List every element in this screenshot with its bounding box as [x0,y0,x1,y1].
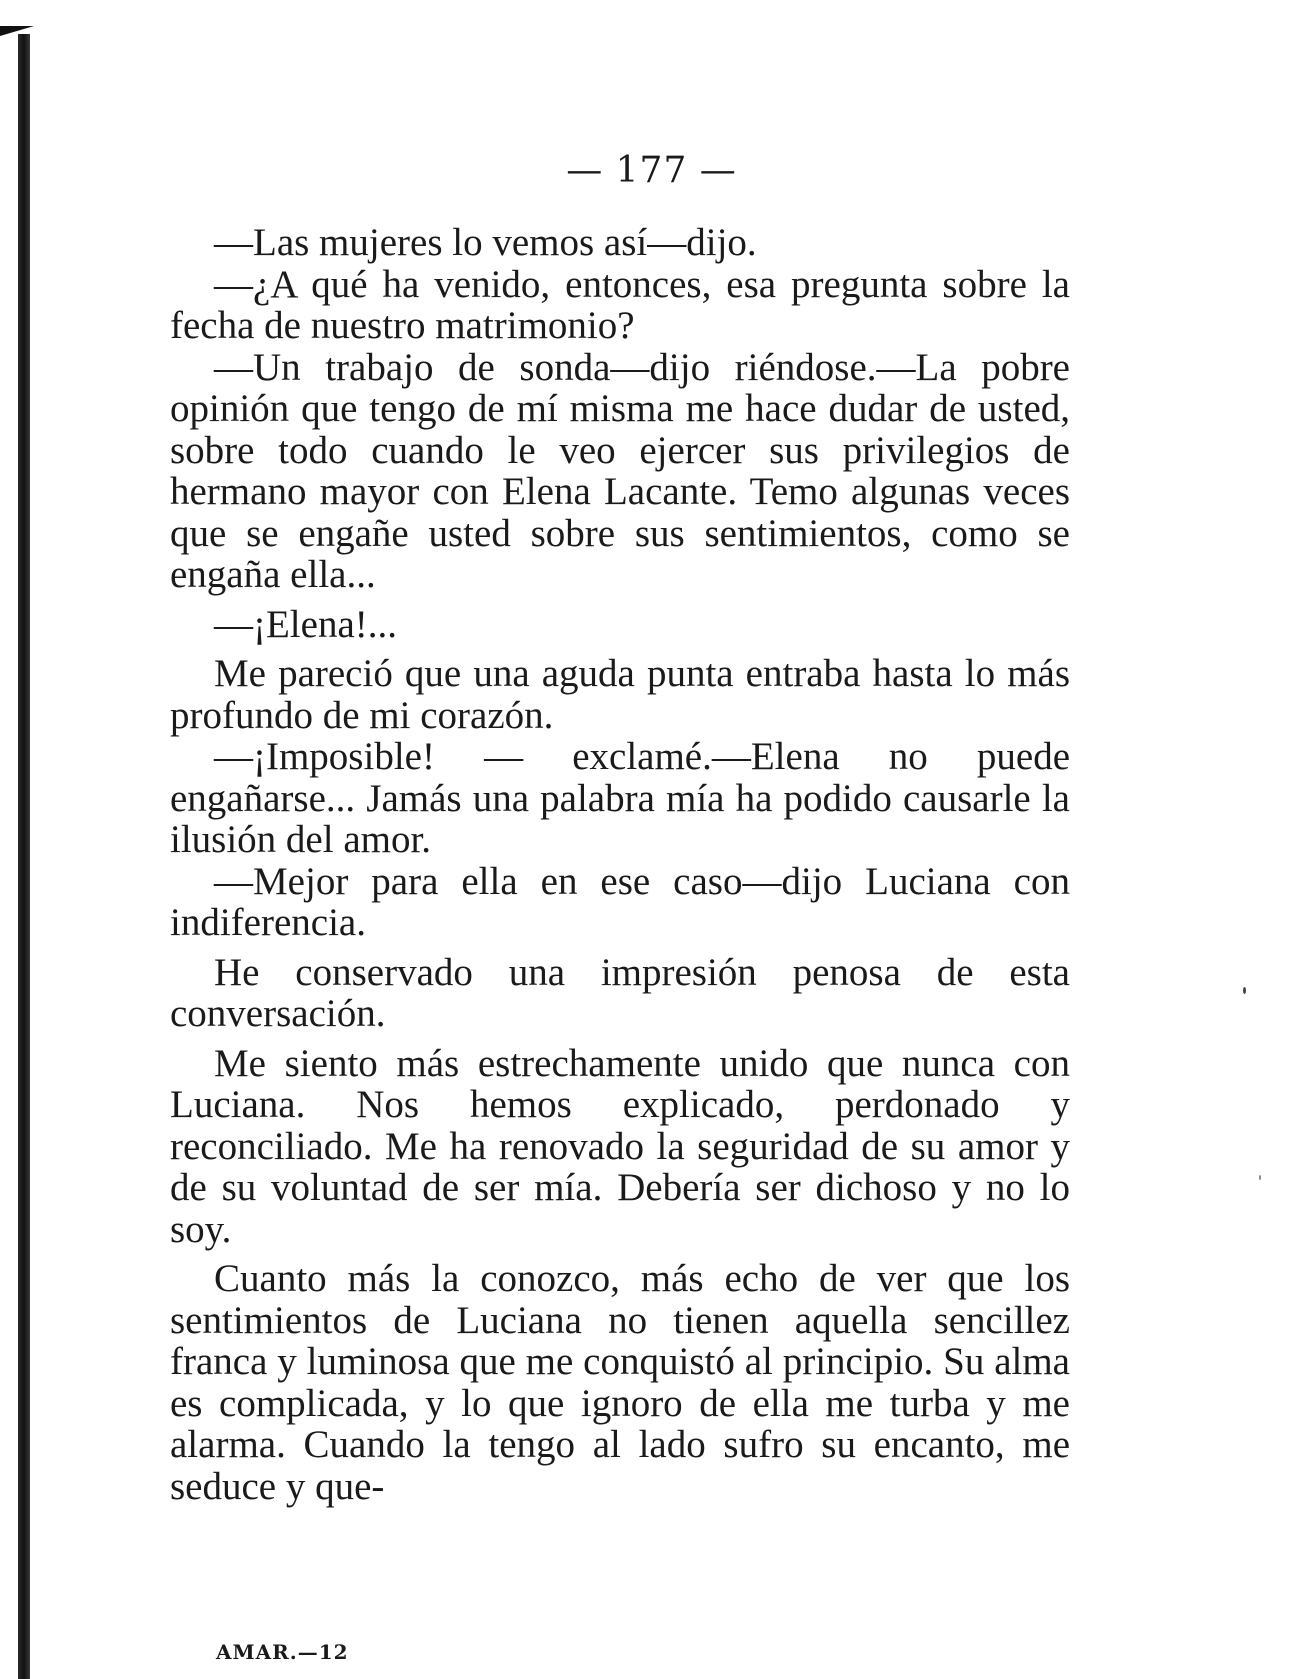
body-text [170,222,1070,1507]
paragraph-3: —Un trabajo de sonda—dijo riéndose.—La pobre opinión que tengo de mí misma me hace dudar de usted, sobre todo cuando le veo ejercer sus privilegios de hermano mayor con Elena Lacante. Temo algunas veces que se engañe usted sobre sus sentimientos, como se engaña ella... [170,345,1070,596]
paper-speck [1259,1175,1261,1180]
paragraph-2: —¿A qué ha venido, entonces, esa pregunta sobre la fecha de nuestro matrimonio? [170,262,1070,347]
page-number: — 177 — [566,150,737,191]
paragraph-1: —Las mujeres lo vemos así—dijo. [214,221,757,264]
paper-speck [1243,987,1246,994]
paragraph-5: Me pareció que una aguda punta entraba hasta lo más profundo de mi corazón. [170,652,1070,737]
paragraph-10: Cuanto más la conozco, más echo de ver que los sentimientos de Luciana no tienen aquella sencillez franca y luminosa que me conquistó al principio. Su alma es complicada, y lo que ignoro de ella me turba y me alarma. Cuando la tengo al lado sufro su encanto, me seduce y que- [170,1257,1070,1508]
printer-signature: AMAR.—12 [216,1640,349,1664]
paragraph-7: —Mejor para ella en ese caso—dijo Luciana con indiferencia. [170,859,1070,944]
book-binding-edge [18,34,30,1679]
paragraph-8: He conservado una impresión penosa de esta conversación. [170,950,1070,1035]
paragraph-9: Me siento más estrechamente unido que nunca con Luciana. Nos hemos explicado, perdonado y reconciliado. Me ha renovado la seguridad de su amor y de su voluntad de ser mía. Debería ser dichoso y no lo soy. [170,1041,1070,1251]
paragraph-6: —¡Imposible! — exclamé.—Elena no puede engañarse... Jamás una palabra mía ha podido causarle la ilusión del amor. [170,735,1070,861]
paragraph-4: —¡Elena!... [214,602,398,646]
